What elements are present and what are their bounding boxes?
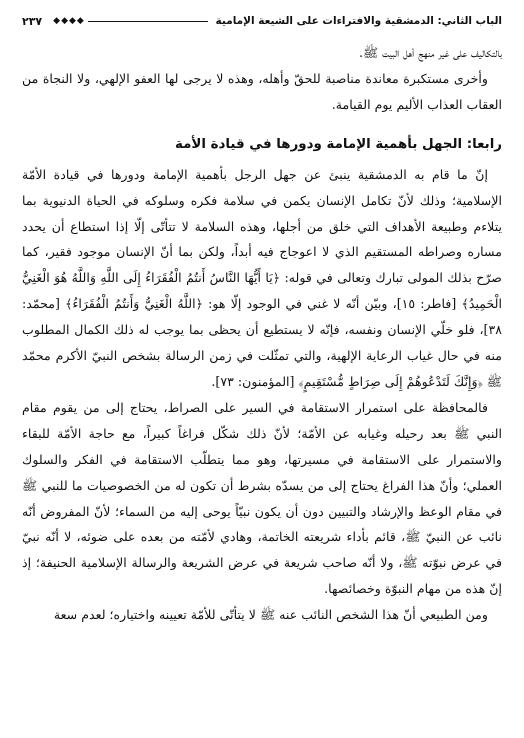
header-rule <box>50 17 207 26</box>
page-number: ٢٣٧ <box>22 14 43 28</box>
paragraph-continuation: بالتكاليف على غير منهج أهل البيت ﷺ. <box>358 45 502 60</box>
page-body <box>22 40 502 628</box>
paragraph: إنّ ما قام به الدمشقية ينبئ عن جهل الرجل بأهمية الإمامة ودورها في قيادة الأمّة الإسلامية؛ وذلك لأنّ تكامل الإنسان يكمن في سلامة فكره وسلوكه في الحياة الدنيوية بما يتلاءم وطبيعة الأهداف التي خلق من أجلها، وهذه السلامة لا تتأتّى إلّا إذا استطاع أن يحدد مساره وصراطه المستقيم الذي لا اعوجاج فيه أبداً، ولكن بما أنّ الإنسان موجود فقير، كما صرّح بذلك المولى تبارك وتعالى في قوله: ﴿يَا أَيُّهَا النَّاسُ أَنتُمُ الْفُقَرَاءُ إِلَى اللَّهِ وَاللَّهُ هُوَ الْغَنِيُّ الْحَمِيدُ﴾ [فاطر: ١٥]، وبيّن أنّه لا غني في الوجود إلّا هو: ﴿اللَّهُ الْغَنِيُّ وَأَنتُمُ الْفُقَرَاءُ﴾ [محمّد: ٣٨]، فلو خلّي الإنسان ونفسه، فإنّه لا يستطيع أن يحظى بما يوجب له ذلك الكمال المطلوب منه في حال غياب الرعاية الإلهية، والتي تمثّلت في زمن الرسالة بشخص النبيّ الأكرم محمّد ﷺ ﴿وَإِنَّكَ لَتَدْعُوهُمْ إِلَى صِرَاطٍ مُّسْتَقِيمٍ﴾ [المؤمنون: ٧٣]. <box>22 166 502 389</box>
chapter-title: الباب الثاني: الدمشقية والافتراءات على الشيعة الإمامية <box>215 15 502 27</box>
running-header <box>22 10 502 32</box>
paragraph: فالمحافظة على استمرار الاستقامة في السير على الصراط، يحتاج إلى من يقوم مقام النبي ﷺ بعد رحيله وغيابه عن الأمّة؛ لأنّ ذلك شكّل فراغاً كبيراً، مع حاجة الأمّة للبقاء والاستمرار على الاستقامة في مسيرتها، وهو مما يتطلّب الاستقامة في الفكر والسلوك العملي؛ وأنّ هذا الفراغ يحتاج إلى من يسدّه بشرط أن تكون له من الخصوصيات ما للنبي ﷺ في مقام الوعظ والإرشاد والتبيين دون أن يكون نبيّاً يوحى إليه من السماء؛ لأنّ المفروض أنّه نائب عن النبيّ ﷺ، قائم بأداء شريعته الخاتمة، وهادي لأمّته من بعده على ضوئه، لا أنّه نبيّ في عرض نبوّته ﷺ، ولا أنّه صاحب شريعة في عرض الشريعة والرسالة الإسلامية الحنيفة؛ إذ إنّ هذه من مهام النبوّة وخصائصها. <box>22 399 502 597</box>
header-ornament: ◆◆◆◆ <box>53 15 85 26</box>
header-rule-line <box>88 21 208 22</box>
paragraph: ومن الطبيعي أنّ هذا الشخص النائب عنه ﷺ لا يتأتّى للأمّة تعيينه واختياره؛ لعدم سعة <box>53 607 488 623</box>
section-spacer <box>22 118 502 130</box>
section-heading: رابعا: الجهل بأهمية الإمامة ودورها في قيادة الأمة <box>174 136 502 152</box>
paragraph: وأخرى مستكبرة معاندة مناصبة للحقّ وأهله، وهذه لا يرجى لها العفو الإلهي، ولا النجاة من العقاب العذاب الأليم يوم القيامة. <box>22 70 502 112</box>
